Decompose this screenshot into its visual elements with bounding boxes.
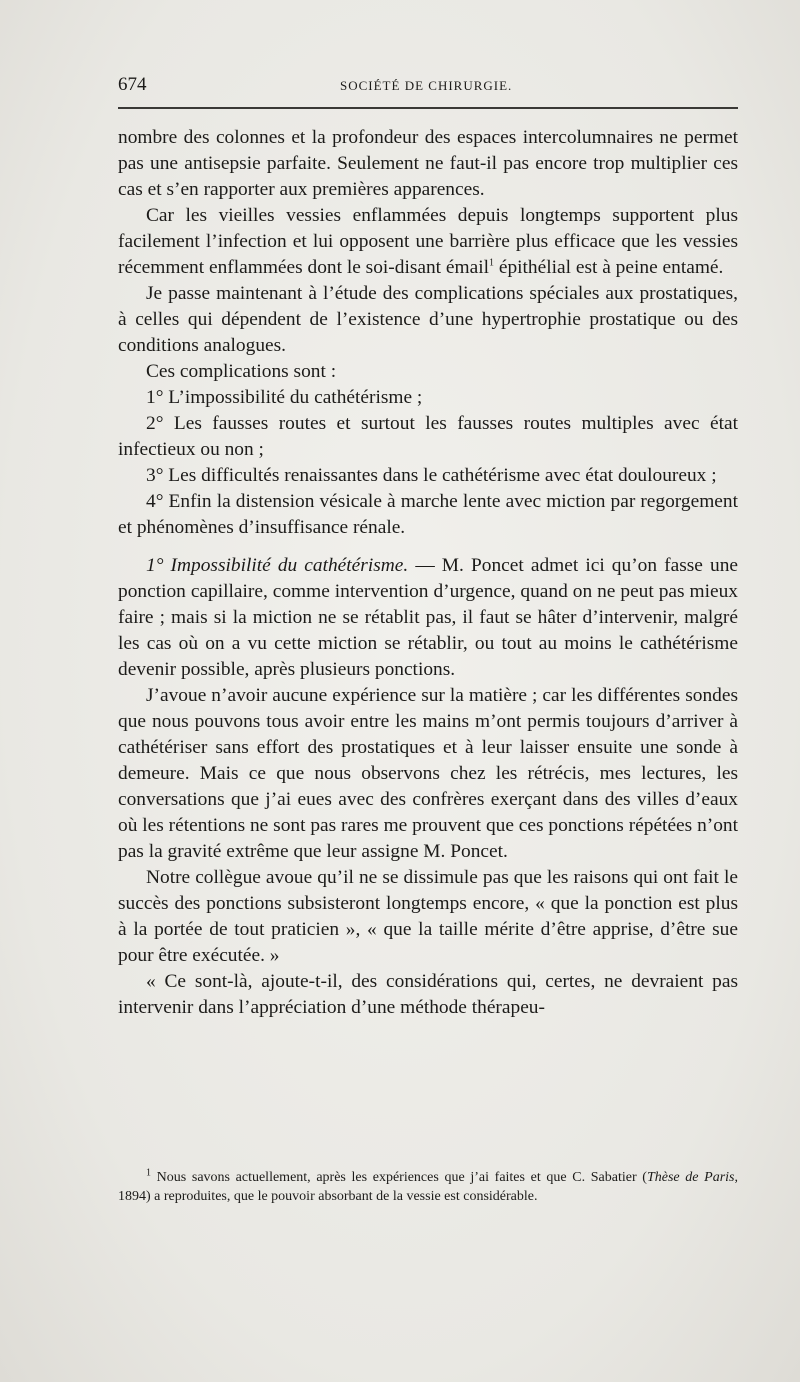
paragraph-2 (118, 203, 738, 281)
list-item-2: 2° Les fausses routes et surtout les fausses routes multiples avec état infectieux ou non ; (118, 413, 738, 460)
section-paragraph (118, 553, 738, 683)
footnote-text-a: Nous savons actuellement, après les expériences que j’ai faites et que C. Sabatier ( (151, 1170, 647, 1185)
footnote-text-b: , 1894) a reproduites, que le pouvoir absorbant de la vessie est considérable. (118, 1170, 739, 1204)
footnote (118, 1168, 738, 1206)
running-head (118, 74, 738, 98)
section-heading: 1° Impossibilité du cathétérisme. (146, 555, 409, 576)
list-item-3: 3° Les difficultés renaissantes dans le cathétérisme avec état douloureux ; (146, 465, 717, 486)
footnote-ref-1: 1 (489, 257, 494, 269)
section-text: — M. Poncet admet ici qu’on fasse une ponction capillaire, comme intervention d’urgence, quand on ne peut pas mieux faire ; mais si la miction ne se rétablit pas, il faut se hâter d’intervenir, malgré les cas où on a vu cette miction se rétablir, ou tout au moins le cathétérisme devenir possible, après plusieurs ponctions. (118, 555, 738, 680)
paragraph-10: J’avoue n’avoir aucune expérience sur la matière ; car les différentes sondes que nous pouvons tous avoir entre les mains m’ont permis toujours d’arriver à cathétériser sans effort des prostatiques et à leur laisser ensuite une sonde à demeure. Mais ce que nous observons chez les rétrécis, mes lectures, les conversations que j’ai eues avec des confrères exerçant dans des villes d’eaux où les rétentions ne sont pas rares me prouvent que ces ponctions répétées n’ont pas la gravité extrême que leur assigne M. Poncet. (118, 685, 738, 862)
paragraph-3: Je passe maintenant à l’étude des complications spéciales aux prostatiques, à celles qui dépendent de l’existence d’une hypertrophie prostatique ou des conditions analogues. (118, 283, 738, 356)
paragraph-12: « Ce sont-là, ajoute-t-il, des considérations qui, certes, ne devraient pas intervenir dans l’appréciation d’une méthode thérapeu- (118, 971, 738, 1018)
running-title: SOCIÉTÉ DE CHIRURGIE. (340, 78, 513, 93)
page-number: 674 (118, 74, 147, 95)
list-item-1: 1° L’impossibilité du cathétérisme ; (146, 387, 423, 408)
paragraph-2-text-b: épithélial est à peine entamé. (494, 257, 724, 278)
paragraph-2-text-a: Car les vieilles vessies enflammées depuis longtemps supportent plus facilement l’infection et lui opposent une barrière plus efficace que les vessies récemment enflammées dont le soi-disant émail (118, 205, 738, 278)
header-rule (118, 107, 738, 109)
footnote-marker: 1 (146, 1167, 151, 1179)
list-item-4: 4° Enfin la distension vésicale à marche lente avec miction par regorgement et phénomènes d’insuffisance rénale. (118, 491, 738, 538)
paragraph-4: Ces complications sont : (146, 361, 337, 382)
body-text (118, 125, 738, 1021)
footnote-italic: Thèse de Paris (646, 1170, 735, 1185)
paragraph-11: Notre collègue avoue qu’il ne se dissimule pas que les raisons qui ont fait le succès des ponctions subsisteront longtemps encore, « que la ponction est plus à la portée de tout praticien », « que la taille mérite d’être apprise, d’être sue pour être exécutée. » (118, 867, 738, 966)
paragraph-1: nombre des colonnes et la profondeur des espaces intercolumnaires ne permet pas une antisepsie parfaite. Seulement ne faut-il pas encore trop multiplier ces cas et s’en rapporter aux premières apparences. (118, 127, 738, 200)
